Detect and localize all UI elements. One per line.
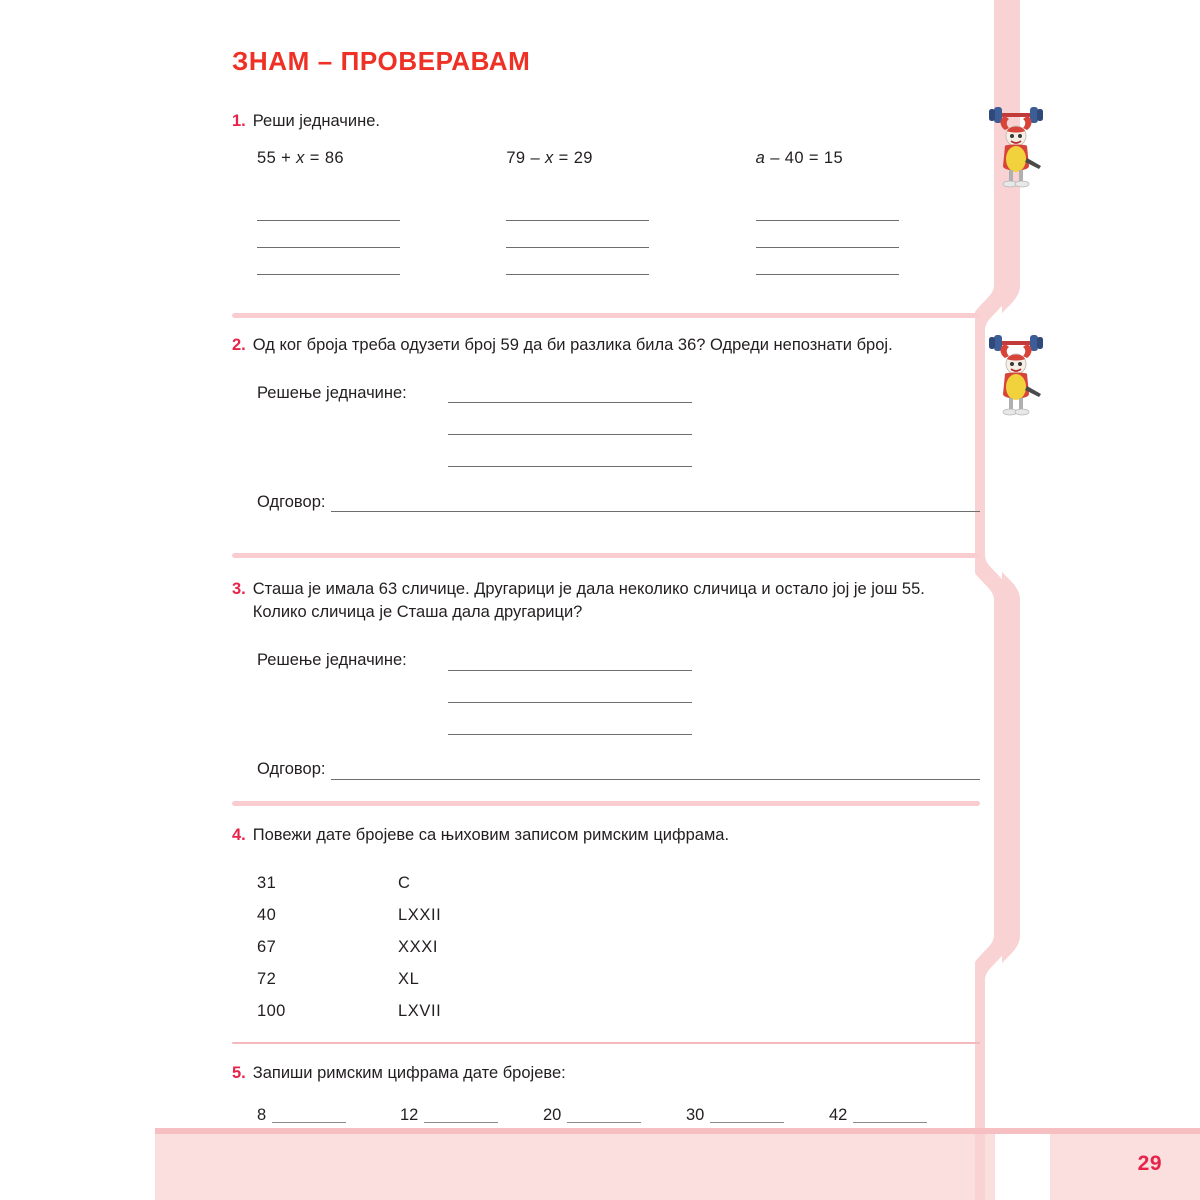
task-5-item[interactable] [686,1107,829,1126]
match-row[interactable] [257,899,980,931]
task-1-column-2 [481,149,730,275]
answer-line[interactable] [331,778,980,780]
match-arabic[interactable]: 67 [257,937,277,956]
match-roman[interactable]: C [398,873,411,892]
task-1-header [232,110,980,133]
task-2-solution-label: Решење једначине: [257,383,407,402]
task-5-number-value: 30 [686,1106,705,1125]
page-number: 29 [1137,1152,1162,1175]
answer-line[interactable] [756,194,899,221]
task-3-solution-row-3 [257,703,980,735]
task-2-header [232,334,980,357]
match-row[interactable] [257,867,980,899]
task-1-equation-row [232,149,980,275]
solution-line[interactable] [448,701,692,703]
answer-line[interactable] [331,510,980,512]
equation-1: 55 + x = 86 [257,149,344,168]
task-5-number-value: 12 [400,1106,419,1125]
task-5-blank[interactable] [853,1121,927,1123]
answer-line[interactable] [756,221,899,248]
footer-band-highlight [155,1128,1200,1134]
task-5-blank[interactable] [272,1121,346,1123]
task-3-number: 3. [232,580,246,598]
answer-line[interactable] [756,248,899,275]
task-2-solution-row-2 [257,403,980,435]
task-1 [232,110,980,275]
match-arabic[interactable]: 100 [257,1001,286,1020]
task-2-solution-row-1 [257,371,980,403]
separator-1 [232,313,980,318]
task-4-match-list [232,867,980,1027]
separator-4 [232,1042,980,1044]
task-1-answer-lines-3 [731,194,980,275]
match-roman[interactable]: LXVII [398,1001,442,1020]
task-3-answer-row [257,748,980,780]
task-4-number: 4. [232,826,246,844]
match-row[interactable] [257,931,980,963]
separator-2 [232,553,980,558]
equation-3: a – 40 = 15 [755,149,844,168]
task-3-header [232,578,980,625]
match-roman[interactable]: XXXI [398,937,439,956]
task-3-answer-label: Одговор: [257,760,326,779]
task-1-number: 1. [232,112,246,130]
task-5-number-value: 42 [829,1106,848,1125]
task-5-item[interactable] [829,1107,972,1126]
answer-line[interactable] [506,221,649,248]
solution-line[interactable] [448,465,692,467]
task-3-solution-row-2 [257,671,980,703]
separator-3 [232,801,980,806]
task-5-item[interactable] [257,1107,400,1126]
answer-line[interactable] [506,248,649,275]
match-row[interactable] [257,995,980,1027]
task-5-blank-row [232,1107,980,1126]
answer-line[interactable] [257,248,400,275]
equation-2: 79 – x = 29 [506,149,593,168]
task-4-prompt: Повежи дате бројеве са њиховим записом римским цифрама. [252,826,730,844]
task-4-header [232,824,980,847]
spacer [257,465,448,467]
task-5-blank[interactable] [567,1121,641,1123]
task-1-answer-lines-2 [481,194,730,275]
task-5-item[interactable] [400,1107,543,1126]
task-3-prompt: Сташа је имала 63 сличице. Другарици је дала неколико сличица и остало јој је још 55. Колико сличица је Сташа дала другарици? [252,580,925,622]
answer-line[interactable] [257,194,400,221]
answer-line[interactable] [257,221,400,248]
task-3-solution-row-1 [257,639,980,671]
task-5-number: 5. [232,1064,246,1082]
weightlifter-mascot-icon-1 [985,100,1047,188]
match-arabic[interactable]: 31 [257,873,277,892]
task-5-header [232,1062,980,1085]
task-2-answer-label: Одговор: [257,492,326,511]
match-arabic[interactable]: 72 [257,969,277,988]
task-1-answer-lines-1 [232,194,481,275]
spacer [257,701,448,703]
spacer [257,733,448,735]
match-roman[interactable]: XL [398,969,420,988]
task-2-solution-block [232,371,980,512]
task-5-blank[interactable] [424,1121,498,1123]
answer-line[interactable] [506,194,649,221]
task-5-prompt: Запиши римским цифрама дате бројеве: [252,1064,566,1082]
solution-line[interactable] [448,733,692,735]
task-3-solution-block [232,639,980,780]
task-5-blank[interactable] [710,1121,784,1123]
weightlifter-mascot-icon-2 [985,328,1047,416]
match-row[interactable] [257,963,980,995]
page-title: ЗНАМ – ПРОВЕРАВАМ [232,46,531,76]
solution-line[interactable] [448,433,692,435]
task-5-number-value: 8 [257,1106,267,1125]
match-roman[interactable]: LXXII [398,905,442,924]
task-5 [232,1062,980,1126]
task-1-column-3 [731,149,980,275]
solution-line[interactable] [448,401,692,403]
task-1-prompt: Реши једначине. [252,112,380,130]
task-1-column-1 [232,149,481,275]
task-4 [232,824,980,1027]
task-3 [232,578,980,780]
task-2-answer-row [257,480,980,512]
task-2 [232,334,980,512]
spacer [257,433,448,435]
match-arabic[interactable]: 40 [257,905,277,924]
task-5-number-value: 20 [543,1106,562,1125]
task-5-item[interactable] [543,1107,686,1126]
task-2-number: 2. [232,336,246,354]
task-3-solution-label: Решење једначине: [257,651,407,670]
task-2-prompt: Од ког броја треба одузети број 59 да би разлика била 36? Одреди непознати број. [252,336,893,354]
task-2-solution-row-3 [257,435,980,467]
solution-line[interactable] [448,669,692,671]
